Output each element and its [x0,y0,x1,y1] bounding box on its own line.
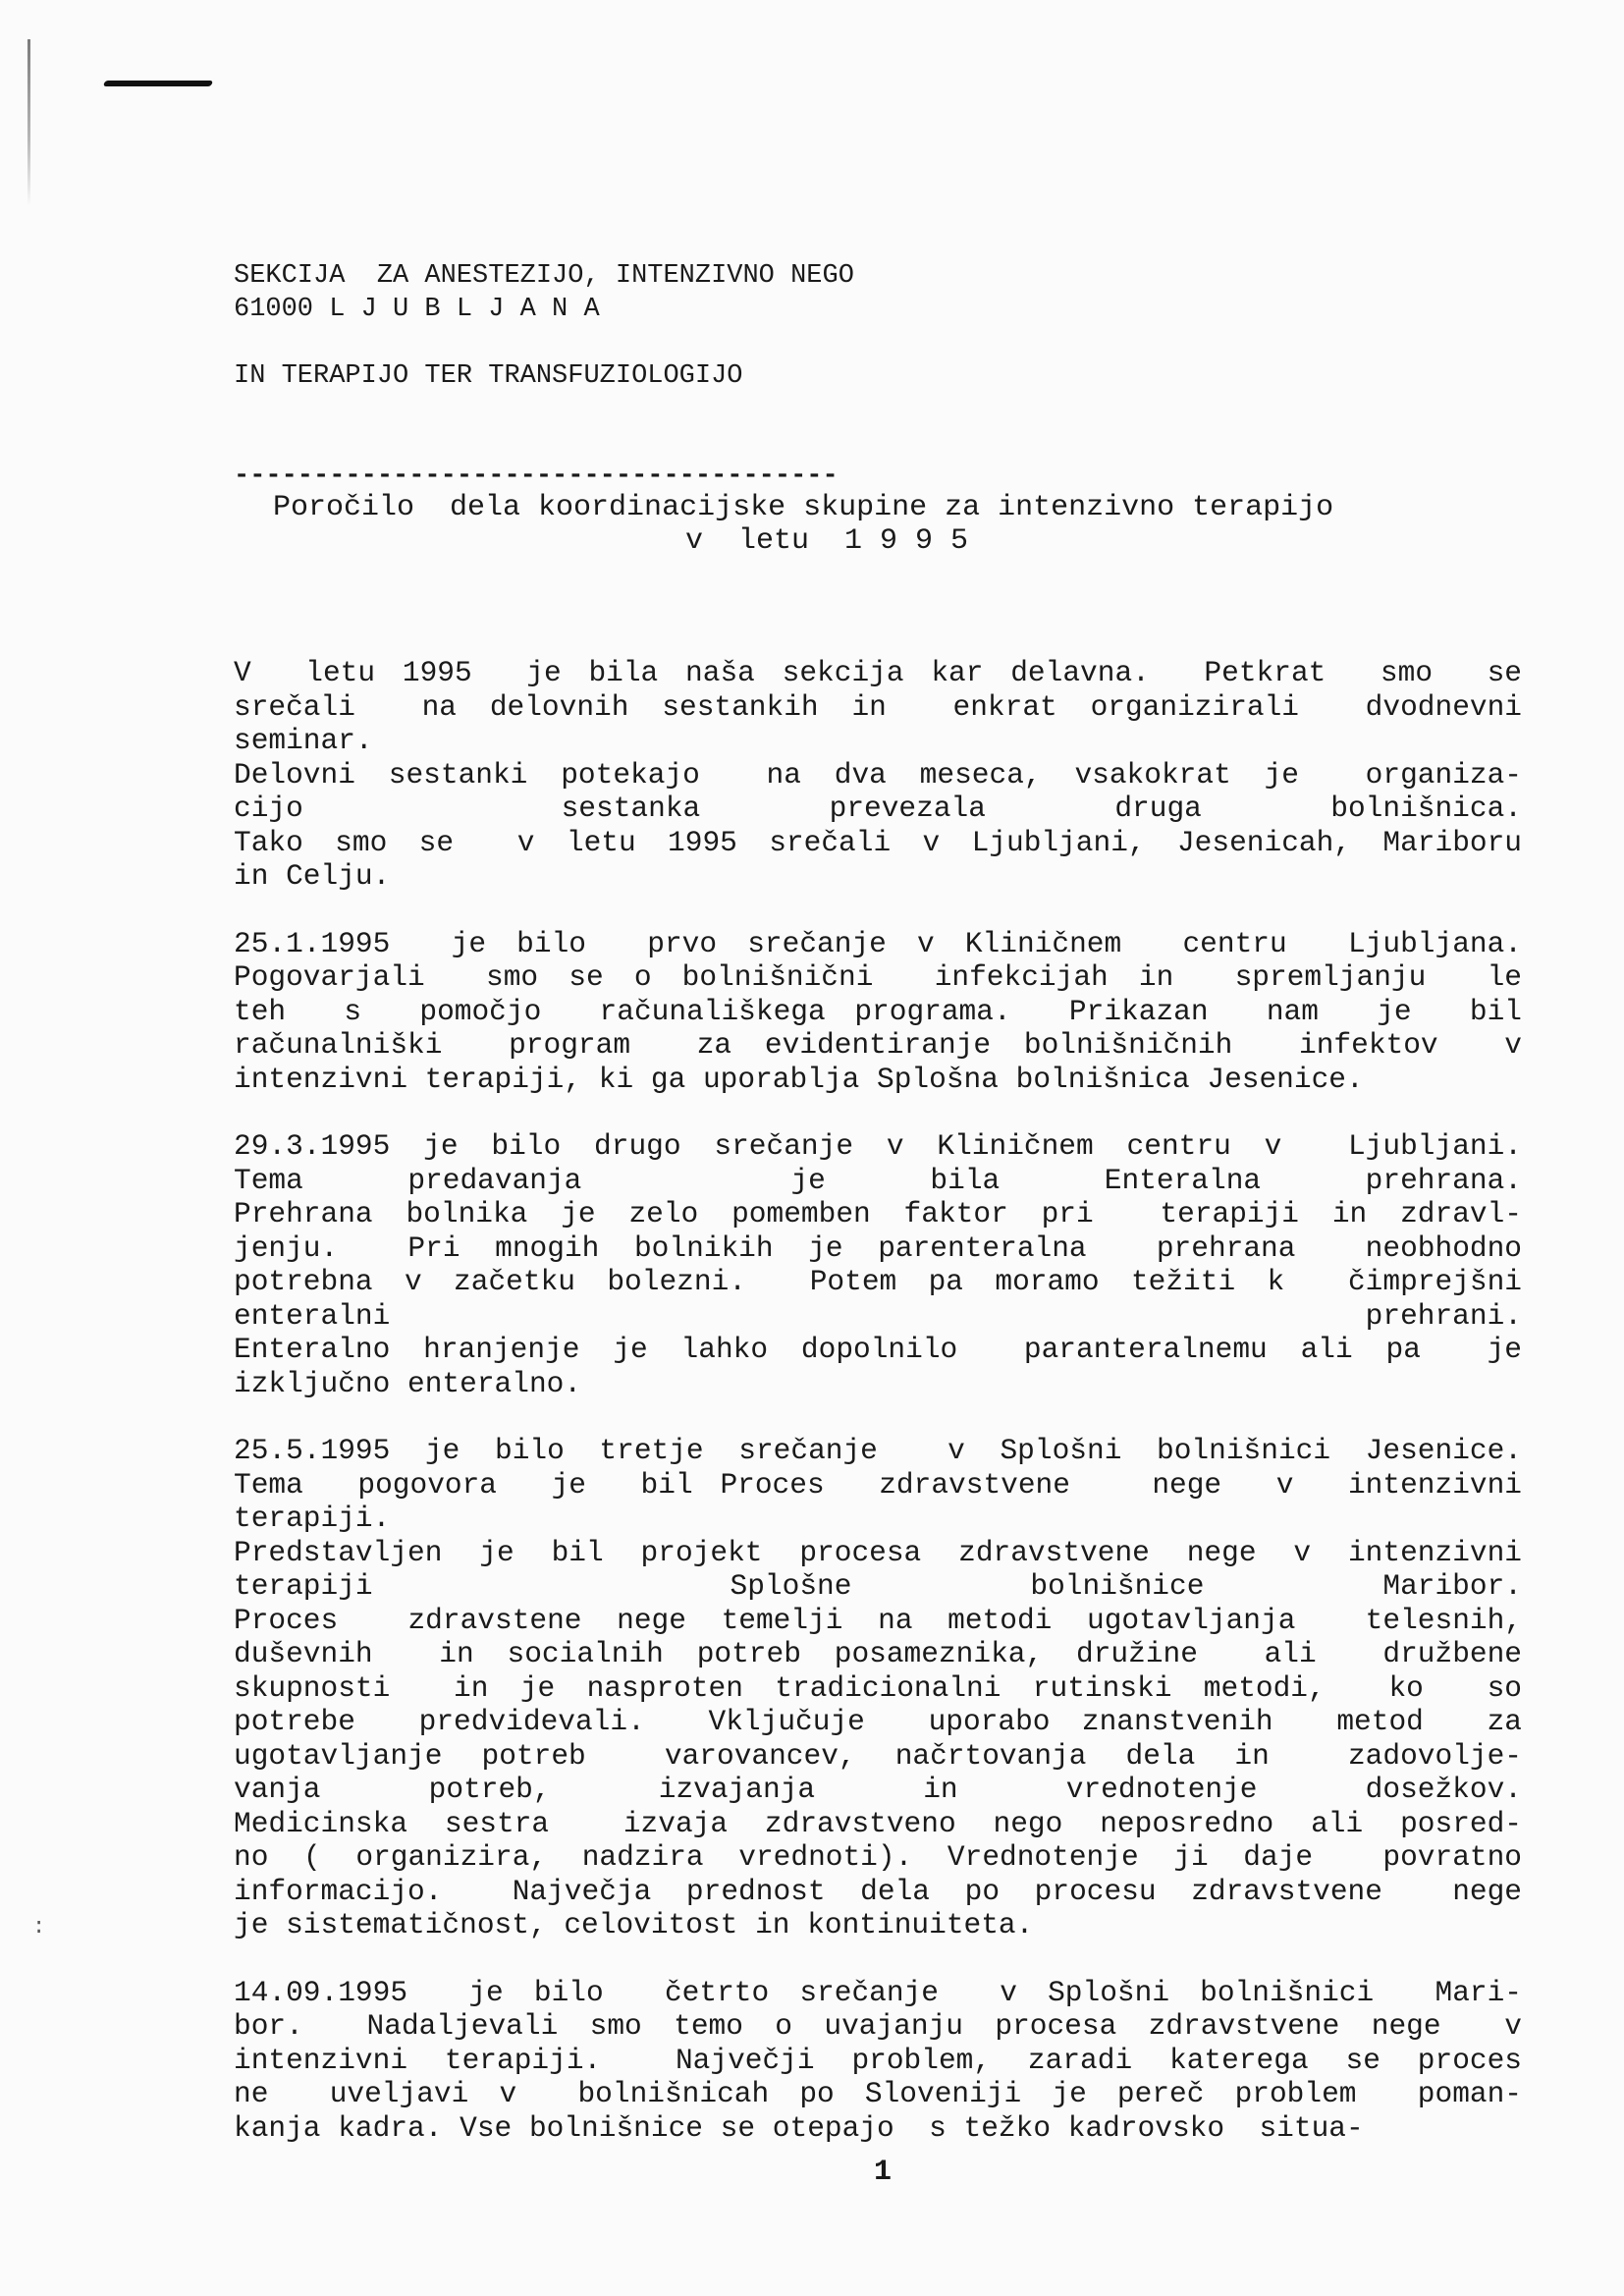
paragraph [234,656,1522,894]
paragraph-line: ne uveljavi v bolnišnicah po Sloveniji je pereč problem poman- [234,2077,1522,2110]
paragraph-line: bor. Nadaljevali smo temo o uvajanju procesa zdravstvene nege v [234,2009,1522,2043]
paragraph-line: Tako smo se v letu 1995 srečali v Ljubljani, Jesenicah, Mariboru [234,825,1522,859]
report-title-line-1: Poročilo dela koordinacijske skupine za intenzivno terapijo [273,491,1334,524]
letterhead [234,192,854,526]
paragraph-line: 25.1.1995 je bilo prvo srečanje v Kliničnem centru Ljubljana. [234,926,1522,960]
paragraph-line: Proces zdravstene nege temelji na metodi ugotavljanja telesnih, [234,1603,1522,1637]
paragraph-line: Tema predavanja je bila Enteralna prehrana. [234,1163,1522,1197]
report-title [273,491,1471,558]
paragraph-line: 14.09.1995 je bilo četrto srečanje v Splošni bolnišnici Mari- [234,1975,1522,2009]
paragraph-line: vanja potreb, izvajanja in vrednotenje dosežkov. [234,1773,1522,1806]
paragraph-line: kanja kadra. Vse bolnišnice se otepajo s težko kadrovsko situa- [234,2110,1364,2145]
page-number: 1 [874,2156,893,2189]
paragraph-line: 29.3.1995 je bilo drugo srečanje v Kliničnem centru v Ljubljani. [234,1129,1522,1163]
paragraph-line: teh s pomočjo računališkega programa. Prikazan nam je bil [234,994,1522,1028]
paragraph-line: Pogovarjali smo se o bolnišnični infekcijah in spremljanju le [234,960,1522,994]
paragraph-line: Tema pogovora je bil Proces zdravstvene nege v intenzivni [234,1467,1522,1502]
letterhead-line-2: IN TERAPIJO TER TRANSFUZIOLOGIJO [234,361,743,391]
paragraph-line: in Celju. [234,859,391,893]
paragraph-line: Prehrana bolnika je zelo pomemben faktor pri terapiji in zdravl- [234,1197,1522,1230]
paragraph-line: 25.5.1995 je bilo tretje srečanje v Splošni bolnišnici Jesenice. [234,1434,1522,1467]
paragraph-line: potrebna v začetku bolezni. Potem pa moramo težiti k čimprejšni [234,1265,1522,1298]
paragraph-line: Medicinska sestra izvaja zdravstveno nego neposredno ali posred- [234,1806,1522,1840]
report-body [234,656,1522,2178]
paragraph-line: srečali na delovnih sestankih in enkrat organizirali dvodnevni [234,689,1522,724]
paragraph-line: seminar. [234,724,373,757]
letterhead-line-1: SEKCIJA ZA ANESTEZIJO, INTENZIVNO NEGO [234,261,854,291]
scan-edge-mark [27,39,30,206]
paragraph-line: računalniški program za evidentiranje bolnišničnih infektov v [234,1028,1522,1062]
margin-mark: : [32,1915,46,1940]
paragraph-line: je sistematičnost, celovitost in kontinuiteta. [234,1908,1034,1941]
paragraph-line: enteralni prehrani. [234,1298,1522,1333]
letterhead-city: 61000 L J U B L J A N A [234,295,600,324]
paragraph-line: Predstavljen je bil projekt procesa zdravstvene nege v intenzivni [234,1535,1522,1569]
paragraph [234,1129,1522,1400]
paragraph-line: skupnosti in je nasproten tradicionalni rutinski metodi, ko so [234,1670,1522,1705]
pen-dash-mark [103,81,213,86]
paragraph-line: terapiji. [234,1502,391,1535]
report-title-line-2: v letu 1 9 9 5 [685,524,969,558]
paragraph-line: intenzivni terapiji. Največji problem, zaradi katerega se proces [234,2043,1522,2077]
paragraph [234,927,1522,1097]
paragraph-line: V letu 1995 je bila naša sekcija kar delavna. Petkrat smo se [234,656,1522,689]
paragraph-line: intenzivni terapiji, ki ga uporablja Splošna bolnišnica Jesenice. [234,1062,1364,1096]
paragraph-line: Delovni sestanki potekajo na dva meseca, vsakokrat je organiza- [234,757,1522,792]
paragraph-line: cijo sestanka prevezala druga bolnišnica. [234,792,1522,825]
letterhead-rule: -------------------------------------- [234,462,839,491]
paragraph-line: ugotavljanje potreb varovancev, načrtovanja dela in zadovolje- [234,1738,1522,1773]
paragraph [234,1434,1522,1942]
paragraph-line: informacijo. Največja prednost dela po procesu zdravstvene nege [234,1874,1522,1908]
paragraph-line: izključno enteralno. [234,1366,582,1400]
paragraph-line: duševnih in socialnih potreb posameznika, družine ali družbene [234,1637,1522,1670]
paragraph-line: no ( organizira, nadzira vrednoti). Vrednotenje ji daje povratno [234,1840,1522,1874]
paragraph-line: jenju. Pri mnogih bolnikih je parenteralna prehrana neobhodno [234,1230,1522,1265]
paragraph [234,1976,1522,2146]
paragraph-line: terapiji Splošne bolnišnice Maribor. [234,1569,1522,1603]
paragraph-line: potrebe predvidevali. Vključuje uporabo znanstvenih metod za [234,1705,1522,1738]
paragraph-line: Enteralno hranjenje je lahko dopolnilo paranteralnemu ali pa je [234,1333,1522,1366]
